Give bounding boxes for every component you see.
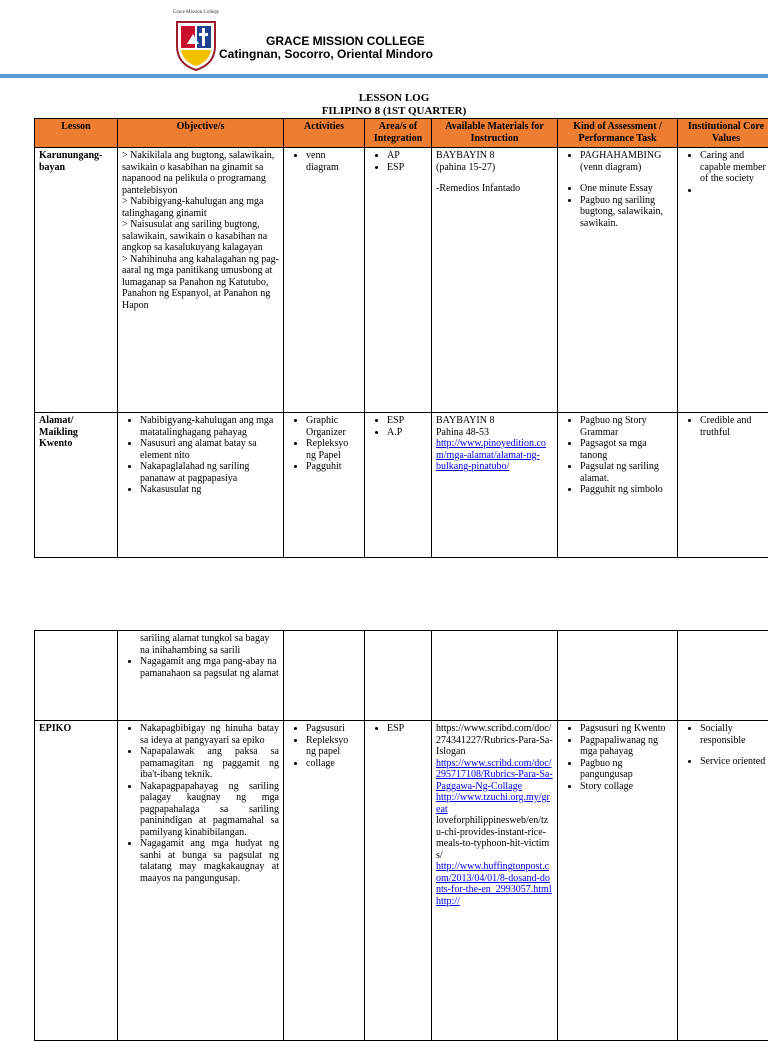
values-cell <box>678 631 768 721</box>
scribd-islogan-text: https://www.scribd.com/doc/274341227/Rubrics-Para-Sa-Islogan <box>436 723 553 758</box>
trailing-link[interactable]: http:// <box>436 896 553 908</box>
list-item: • ESP <box>387 162 427 174</box>
list-item: • One minute Essay <box>580 183 673 195</box>
document-subtitle: FILIPINO 8 (1ST QUARTER) <box>0 105 768 118</box>
list-item: • A.P <box>387 427 427 439</box>
list-item: • PAGHAHAMBING (venn diagram) <box>580 150 673 173</box>
assessment-cell <box>558 631 678 721</box>
objectives-cell <box>118 721 284 1041</box>
materials-cell <box>432 631 558 721</box>
list-item: • Nasusuri ang alamat batay sa element nito <box>140 438 279 461</box>
list-item: • Nakapaglalahad ng sariling pananaw at pagpapasiya <box>140 461 279 484</box>
scribd-collage-link[interactable]: https://www.scribd.com/doc/295717108/Rubrics-Para-Sa-Paggawa-Ng-Collage <box>436 758 553 793</box>
integration-cell <box>365 721 432 1041</box>
list-item: • ESP <box>387 415 427 427</box>
list-item: • Caring and capable member of the society <box>700 150 768 185</box>
list-item: • Nakapagpapahayag ng sariling palagay kaugnay ng mga pagpapahalaga sa sariling paninindigan at pagmamahal sa pamilyang kinabibilangan. <box>140 781 279 839</box>
tzuchi-link[interactable]: http://www.tzuchi.org.my/great <box>436 792 553 815</box>
list-item: • AP <box>387 150 427 162</box>
table-row <box>35 631 768 721</box>
college-address: Catingnan, Socorro, Oriental Mindoro <box>219 47 433 61</box>
table-row <box>35 413 768 558</box>
list-item: • Nakasusulat ng <box>140 484 279 496</box>
list-item: • Pagsagot sa mga tanong <box>580 438 673 461</box>
integration-cell <box>365 413 432 558</box>
objectives-cell <box>118 631 284 721</box>
values-cell <box>678 148 768 413</box>
list-item: • Pagsusuri ng Kwento <box>580 723 673 735</box>
activities-cell <box>284 413 365 558</box>
seal-caption: Grace Mission College <box>160 10 232 15</box>
list-item: • Pagguhit ng simbolo <box>580 484 673 496</box>
assessment-cell <box>558 413 678 558</box>
lesson-log-table <box>34 118 768 558</box>
lesson-cell <box>35 631 118 721</box>
materials-line: BAYBAYIN 8 <box>436 415 553 427</box>
tzuchi-path-text: loveforphilippinesweb/en/tzu-chi-provides-instant-rice-meals-to-typhoon-hit-victims/ <box>436 815 553 861</box>
activities-cell <box>284 721 365 1041</box>
list-item: • Pagsulat ng sariling alamat. <box>580 461 673 484</box>
list-item: • Nagagamit ang mga pang-abay na pamanahaon sa pagsulat ng alamat <box>140 656 279 679</box>
list-item: • collage <box>306 758 360 770</box>
table-row <box>35 721 768 1041</box>
objectives-cell <box>118 413 284 558</box>
activities-cell <box>284 148 365 413</box>
list-item: • ESP <box>387 723 427 735</box>
lesson-log-table-continued <box>34 630 768 1041</box>
values-cell <box>678 413 768 558</box>
assessment-cell <box>558 148 678 413</box>
objectives-cell: > Nakikilala ang bugtong, salawikain, sawikain o kasabihan na ginamit sa napanood na pelikula o programang pantelebisyon > Nabibigyang-kahulugan ang mga talinghagang ginamit > Naisusulat ang sariling bugtong, salawikain, sawikain o kasabihan na angkop sa kasalukuyang kalagayan > Nahihinuha ang kahalagahan ng pag-aaral ng mga panitikang umusbong at lumaganap sa Panahon ng Katutubo, Panahon ng Espanyol, at Panahon ng Hapon <box>118 148 284 413</box>
list-item: • Service oriented <box>700 756 768 768</box>
list-item: • Graphic Organizer <box>306 415 360 438</box>
materials-cell <box>432 413 558 558</box>
list-item: • Repleksyo ng Papel <box>306 438 360 461</box>
list-item: • Pagsusuri <box>306 723 360 735</box>
letterhead <box>0 0 768 78</box>
list-item: • Repleksyo ng papel <box>306 735 360 758</box>
materials-line: -Remedios Infantado <box>436 183 553 195</box>
materials-line: Pahina 48-53 <box>436 427 553 439</box>
col-header-integration: Area/s of Integration <box>365 119 432 148</box>
lesson-cell: EPIKO <box>35 721 118 1041</box>
list-item: • Pagguhit <box>306 461 360 473</box>
list-item: • Credible and truthful <box>700 415 768 438</box>
list-item: • Nabibigyang-kahulugan ang mga matatalinghagang pahayag <box>140 415 279 438</box>
assessment-cell <box>558 721 678 1041</box>
integration-cell <box>365 631 432 721</box>
materials-line: (pahina 15-27) <box>436 162 553 174</box>
list-item: • Nagagamit ang mga hudyat ng sanhi at bunga sa pagsulat ng talatang may magkakaugnay at maayos na pangungusap. <box>140 838 279 884</box>
header-row <box>35 119 768 148</box>
table-row <box>35 148 768 413</box>
values-cell <box>678 721 768 1041</box>
col-header-lesson: Lesson <box>35 119 118 148</box>
col-header-activities: Activities <box>284 119 365 148</box>
list-item <box>700 185 768 197</box>
activities-cell <box>284 631 365 721</box>
college-seal-icon <box>173 14 219 72</box>
list-item: • Story collage <box>580 781 673 793</box>
materials-cell <box>432 721 558 1041</box>
list-item: • Socially responsible <box>700 723 768 746</box>
col-header-objectives: Objective/s <box>118 119 284 148</box>
document-title: LESSON LOG <box>0 92 768 105</box>
list-item: • Pagbuo ng sariling bugtong, salawikain, sawikain. <box>580 195 673 230</box>
list-item: • venn diagram <box>306 150 360 173</box>
list-item: • Pagbuo ng Story Grammar <box>580 415 673 438</box>
materials-cell <box>432 148 558 413</box>
header-rule <box>0 74 768 78</box>
col-header-materials: Available Materials for Instruction <box>432 119 558 148</box>
materials-line: BAYBAYIN 8 <box>436 150 553 162</box>
continuation-text: sariling alamat tungkol sa bagay na inihahambing sa sarili <box>122 633 279 656</box>
lesson-cell: Karunungang-bayan <box>35 148 118 413</box>
list-item: • Pagbuo ng pangungusap <box>580 758 673 781</box>
integration-cell <box>365 148 432 413</box>
list-item: • Pagpapaliwanag ng mga pahayag <box>580 735 673 758</box>
college-name: GRACE MISSION COLLEGE <box>266 34 425 48</box>
huffingtonpost-link[interactable]: http://www.huffingtonpost.com/2013/04/01/8-dosand-donts-for-the-en_2993057.html <box>436 861 553 896</box>
list-item: • Napapalawak ang paksa sa pamamagitan ng paggamit ng iba't-ibang teknik. <box>140 746 279 781</box>
pinoyedition-link[interactable]: http://www.pinoyedition.com/mga-alamat/alamat-ng-bulkang-pinatubo/ <box>436 438 553 473</box>
list-item: • Nakapagbibigay ng hinuha batay sa ideya at pangyayari sa epiko <box>140 723 279 746</box>
lesson-cell: Alamat/ Maikling Kwento <box>35 413 118 558</box>
col-header-values: Institutional Core Values <box>678 119 768 148</box>
col-header-assessment: Kind of Assessment / Performance Task <box>558 119 678 148</box>
